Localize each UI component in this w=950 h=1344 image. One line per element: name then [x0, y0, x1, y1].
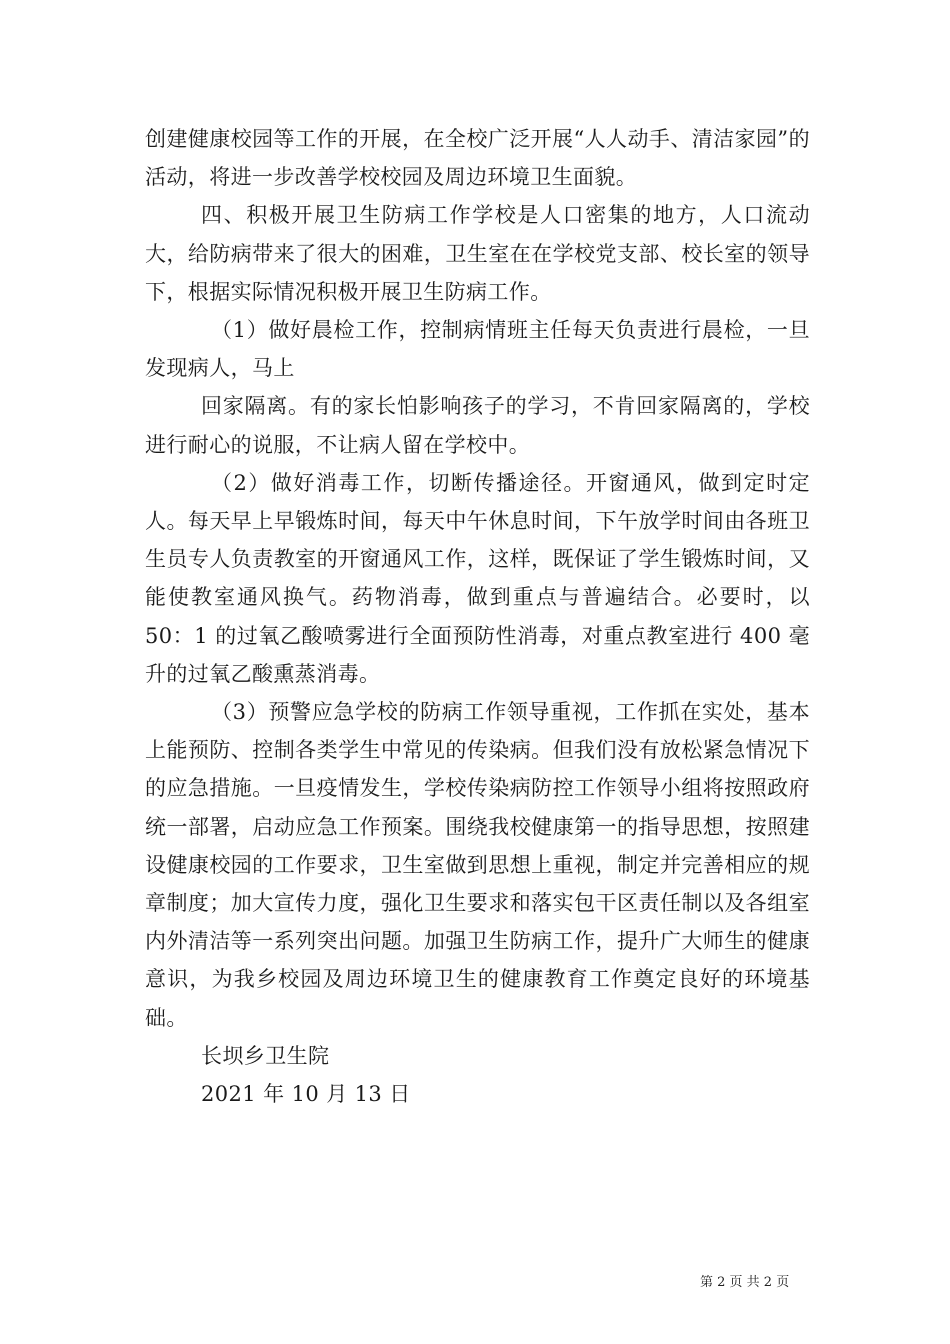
document-body: [145, 120, 810, 1113]
paragraph-1: 创建健康校园等工作的开展，在全校广泛开展“人人动手、清洁家园”的活动，将进一步改善学校校园及周边环境卫生面貌。: [145, 127, 810, 190]
date: 2021 年 10 月 13 日: [201, 1082, 411, 1107]
signature: 长坝乡卫生院: [201, 1043, 330, 1068]
paragraph-2: 四、积极开展卫生防病工作学校是人口密集的地方，人口流动大，给防病带来了很大的困难，卫生室在在学校党支部、校长室的领导下，根据实际情况积极开展卫生防病工作。: [145, 203, 810, 304]
paragraph-3: （1）做好晨检工作，控制病情班主任每天负责进行晨检，一旦发现病人，马上: [145, 318, 810, 381]
paragraph-5: （2）做好消毒工作，切断传播途径。开窗通风，做到定时定人。每天早上早锻炼时间，每天中午休息时间，下午放学时间由各班卫生员专人负责教室的开窗通风工作，这样，既保证了学生锻炼时间，又能使教室通风换气。药物消毒，做到重点与普遍结合。必要时，以 50：1 的过氧乙酸喷雾进行全面预防性消毒，对重点教室进行 400 毫升的过氧乙酸熏蒸消毒。: [145, 470, 810, 686]
page-number: 第 2 页 共 2 页: [700, 1275, 790, 1290]
paragraph-4: 回家隔离。有的家长怕影响孩子的学习，不肯回家隔离的，学校进行耐心的说服，不让病人留在学校中。: [145, 394, 810, 457]
paragraph-6: （3）预警应急学校的防病工作领导重视，工作抓在实处，基本上能预防、控制各类学生中常见的传染病。但我们没有放松紧急情况下的应急措施。一旦疫情发生，学校传染病防控工作领导小组将按照政府统一部署，启动应急工作预案。围绕我校健康第一的指导思想，按照建设健康校园的工作要求，卫生室做到思想上重视，制定并完善相应的规章制度；加大宣传力度，强化卫生要求和落实包干区责任制以及各组室内外清洁等一系列突出问题。加强卫生防病工作，提升广大师生的健康意识，为我乡校园及周边环境卫生的健康教育工作奠定良好的环境基础。: [145, 700, 810, 1030]
